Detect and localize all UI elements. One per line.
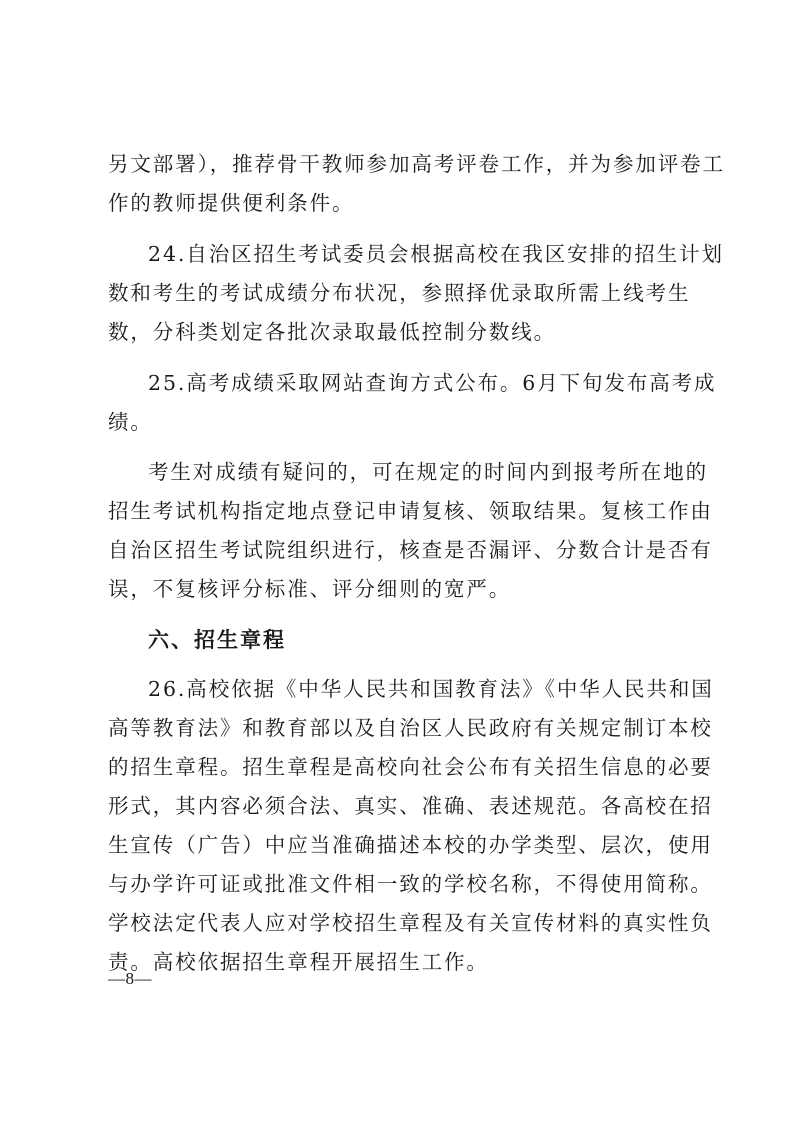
section-heading: 六、招生章程	[148, 628, 286, 652]
paragraph-line: 误，不复核评分标准、评分细则的宽严。	[108, 577, 512, 601]
paragraph-line: 作的教师提供便利条件。	[108, 191, 355, 215]
paragraph-line: 26.高校依据《中华人民共和国教育法》《中华人民共和国	[148, 677, 714, 701]
paragraph-line: 另文部署），推荐骨干教师参加高考评卷工作，并为参加评卷工	[108, 152, 725, 176]
paragraph-line: 生宣传（广告）中应当准确描述本校的办学类型、层次，使用	[108, 833, 713, 857]
page-number: —8—	[108, 969, 152, 988]
paragraph-line: 与办学许可证或批准文件相一致的学校名称，不得使用简称。	[108, 872, 713, 896]
paragraph-line: 考生对成绩有疑问的，可在规定的时间内到报考所在地的	[148, 460, 708, 484]
paragraph-line: 形式，其内容必须合法、真实、准确、表述规范。各高校在招	[108, 794, 713, 818]
paragraph-line: 招生考试机构指定地点登记申请复核、领取结果。复核工作由	[108, 499, 713, 523]
paragraph-line: 自治区招生考试院组织进行，核查是否漏评、分数合计是否有	[108, 538, 713, 562]
paragraph-line: 数和考生的考试成绩分布状况，参照择优录取所需上线考生	[108, 281, 691, 305]
paragraph-line: 责。高校依据招生章程开展招生工作。	[108, 950, 489, 974]
paragraph-line: 绩。	[108, 410, 153, 434]
paragraph-line: 高等教育法》和教育部以及自治区人民政府有关规定制订本校	[108, 716, 713, 740]
paragraph-line: 的招生章程。招生章程是高校向社会公布有关招生信息的必要	[108, 755, 713, 779]
paragraph-line: 学校法定代表人应对学校招生章程及有关宣传材料的真实性负	[108, 911, 713, 935]
paragraph-line: 24.自治区招生考试委员会根据高校在我区安排的招生计划	[148, 242, 724, 266]
paragraph-line: 25.高考成绩采取网站查询方式公布。6月下旬发布高考成	[148, 371, 717, 395]
paragraph-line: 数，分科类划定各批次录取最低控制分数线。	[108, 320, 556, 344]
